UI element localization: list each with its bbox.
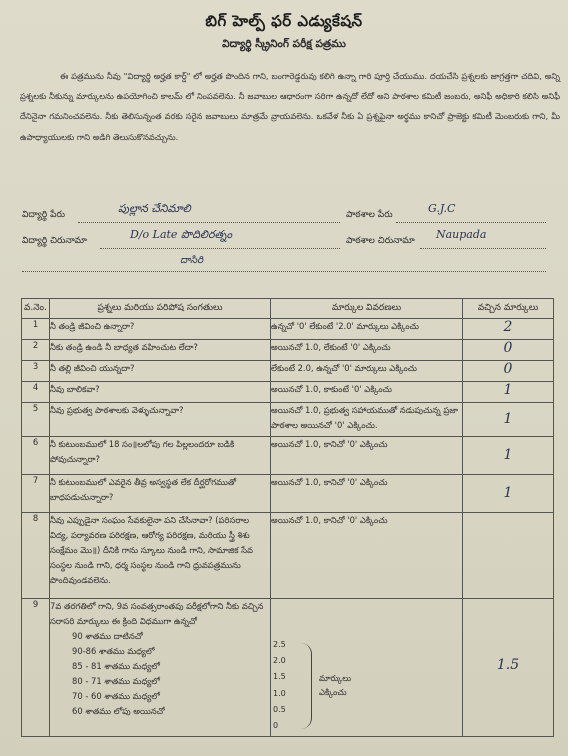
- header-question: ప్రశ్నలు మరియు పరిపోష సంగతులు: [50, 299, 271, 319]
- q9-range-item: 90 శాతము దాటినచో: [72, 631, 143, 641]
- q9-scale-value: 2.5: [273, 640, 286, 649]
- table-row: [22, 340, 554, 361]
- row-score: 1: [503, 447, 513, 463]
- table-header-row: [22, 299, 554, 319]
- page-subtitle: విద్యార్థి స్క్రీనింగ్ పరీక్ష పత్రము: [222, 38, 346, 50]
- row-score: 1.5: [496, 657, 520, 673]
- row-question: నీ కుటుంబములో ఎవరైన తీవ్ర అస్వస్థత లేక దీర్ఘరోగముతో బాధపడుచున్నారా?: [50, 475, 271, 513]
- school-name-label: పాఠశాల పేరు: [346, 210, 393, 220]
- table-row: [22, 361, 554, 382]
- row-score-cell[interactable]: [463, 475, 554, 513]
- row-number: 1: [22, 319, 50, 340]
- q9-range-item: 90-86 శాతము మధ్యలో: [72, 646, 155, 656]
- table-row: [22, 319, 554, 340]
- row-number: 2: [22, 340, 50, 361]
- q9-scale-label-2: ఎక్కించు: [319, 687, 347, 697]
- row-marks-rule: ఉన్నచో '0' లేకుంటే '2.0' మార్కులు ఎక్కించు: [271, 319, 463, 340]
- row-number: 8: [22, 513, 50, 599]
- q9-scale-value: 1.0: [273, 688, 286, 698]
- row-question: నీ కుటుంబములో 18 సం॥లలోపు గల పిల్లలందరూ బడికి పోవుచున్నారా?: [50, 437, 271, 475]
- q9-scale-label: [319, 671, 351, 699]
- q9-range-item: 60 శాతము లోపు అయినచో: [72, 706, 165, 716]
- table-row: [22, 403, 554, 437]
- row-score: 2: [503, 319, 513, 335]
- row-marks-rule: అయినచో 1.0, కాకుంటే '0' ఎక్కించు: [271, 382, 463, 403]
- school-address-line: [420, 248, 546, 249]
- row-score: 0: [503, 340, 513, 356]
- q9-range-item: 70 - 60 శాతము మధ్యలో: [72, 691, 160, 701]
- school-name-line: [396, 222, 546, 223]
- row-score: 0: [503, 361, 513, 377]
- row-marks-rule: [271, 599, 463, 737]
- row-score-cell[interactable]: [463, 340, 554, 361]
- row-marks-rule: అయినచో 1.0, ప్రభుత్వ సహాయముతో నడుపుచున్న ప్రజా పాఠశాల అయినచో '0' ఎక్కించు.: [271, 403, 463, 437]
- row-marks-rule: అయినచో 1.0, కానిచో '0' ఎక్కించు: [271, 475, 463, 513]
- q9-scale: [271, 599, 462, 731]
- student-name-label: విద్యార్థి పేరు: [22, 210, 65, 220]
- header-serial: వ.నెం.: [22, 299, 50, 319]
- header-marks-obtained: వచ్చిన మార్కులు: [463, 299, 554, 319]
- row-marks-rule: లేకుంటే 2.0, ఉన్నచో '0' మార్కులు ఎక్కించు: [271, 361, 463, 382]
- row-question: నీ తండ్రి జీవించి ఉన్నారా?: [50, 319, 271, 340]
- row-question: నీకు తండ్రి ఉండి నీ బాధ్యత వహించుట లేదా?: [50, 340, 271, 361]
- row-score-cell[interactable]: [463, 599, 554, 737]
- row-question: నీవు బాలికవా?: [50, 382, 271, 403]
- curly-brace-icon: [301, 643, 312, 729]
- screening-table: [21, 298, 554, 737]
- row-number: 5: [22, 403, 50, 437]
- row-question: నీవు ప్రభుత్వ పాఠశాలకు వెళ్ళుచున్నావా?: [50, 403, 271, 437]
- q9-scale-value: 1.5: [273, 672, 286, 682]
- table-row: [22, 513, 554, 599]
- intro-paragraph: ఈ పత్రమును నీవు "విద్యార్థి అర్హత కార్డ్" లో అర్హత పొందిన గాని, బంగారెడ్డరువు కలిగి ఉన్నా గారి పూర్తి చేయుము. దయచేసి ప్రశ్నలకు జాగ్రత్తగా చదివి, అన్ని ప్రశ్నలకు నీకున్ను మార్కులను ఉపయోగించి కాలమ్ లో నింపవలెను. నీ జవాబుల ఆధారంగా సరిగా ఉన్నదో లేదో అని పాఠశాల కమిటీ జంబరు, అనిఫీ అధికారి కలిసి అనిఫీ దేనినైనా గమనించవలెను. నీకు తెలిసున్నంత వరకు సరైన జవాబులు మాత్రమే వ్రాయవలెను. ఒకవేళ నీకు ఏ ప్రశ్నపైనా అర్థము కానిచో ప్రాజెక్టు కమిటీ మెంబరుకు గాని, మీ ఉపాధ్యాయులకు గాని అడిగి తెలుసుకొనవచ్చును.: [20, 71, 560, 142]
- row-score: 1: [503, 382, 513, 398]
- row-number: 3: [22, 361, 50, 382]
- table-row: [22, 382, 554, 403]
- row-question: 7వ తరగతిలో గాని, 9వ సంవత్సరాంతపు పరీక్షలోగాని నీకు వచ్చిన సరాసరి మార్కులు ఈ క్రింది విధముగా ఉన్నచో: [50, 601, 264, 626]
- q9-range-item: 85 - 81 శాతము మధ్యలో: [72, 661, 160, 671]
- student-address-line-2: [22, 271, 546, 272]
- row-marks-rule: అయినచో 1.0, లేకుంటే '0' ఎక్కించు: [271, 340, 463, 361]
- page-title: బిగ్ హెల్ప్ ఫర్ ఎడ్యుకేషన్: [205, 12, 363, 30]
- row-question: నీవు ఎప్పుడైనా సంఘం సేవకులైనా పని చేసినావా? (పరిసరాల విద్య, పర్యావరణ పరిరక్షణ, ఆరోగ్య పరిరక్షణ, మరియు స్త్రీ శిశు సంక్షేమం మొ॥) దీనికి గాను స్కూలు నుండి గాని, సామాజిక సేవ సంస్థల నుండి గాని, ధర్మ సంస్థల నుండి గాని ధ్రువపత్రమును పొందివుండవలెను.: [50, 513, 271, 599]
- table-row: [22, 475, 554, 513]
- row-score: 1: [503, 485, 513, 501]
- row-number: 7: [22, 475, 50, 513]
- row-score-cell[interactable]: [463, 403, 554, 437]
- row-number: 4: [22, 382, 50, 403]
- table-row: [22, 599, 554, 737]
- school-name-value[interactable]: G.J.C: [428, 202, 456, 215]
- row-marks-rule: అయినచో 1.0, కానిచో '0' ఎక్కించు: [271, 437, 463, 475]
- table-row: [22, 437, 554, 475]
- row-marks-rule: అయినచో 1.0, కానిచో '0' ఎక్కించు: [271, 513, 463, 599]
- row-score-cell[interactable]: [463, 382, 554, 403]
- student-address-value-2[interactable]: దాసిరి: [180, 255, 204, 266]
- school-address-label: పాఠశాల చిరునామా: [346, 236, 415, 246]
- student-name-line: [78, 222, 340, 223]
- row-score-cell[interactable]: [463, 361, 554, 382]
- q9-range-item: 80 - 71 శాతము మధ్యలో: [72, 676, 160, 686]
- q9-range-list: [72, 629, 270, 719]
- q9-scale-values: [273, 637, 286, 734]
- row-question-block: [50, 599, 271, 737]
- q9-scale-label-1: మార్కులు: [319, 673, 352, 683]
- row-score: 1: [503, 411, 513, 427]
- q9-scale-value: 0: [273, 721, 279, 731]
- q9-scale-value: 2.0: [273, 656, 286, 666]
- q9-scale-value: 0.5: [273, 704, 286, 714]
- row-score-cell[interactable]: [463, 513, 554, 599]
- row-score-cell[interactable]: [463, 319, 554, 340]
- student-address-label: విద్యార్థి చిరునామా: [22, 236, 87, 246]
- row-score-cell[interactable]: [463, 437, 554, 475]
- student-name-value[interactable]: పుల్లాన చేనిమాలి: [118, 202, 191, 215]
- header-marks-description: మార్కుల వివరణలు: [271, 299, 463, 319]
- student-address-line: [100, 248, 340, 249]
- row-number: 9: [22, 599, 50, 737]
- row-question: నీ తల్లి జీవించి యున్నదా?: [50, 361, 271, 382]
- school-address-value[interactable]: Naupada: [436, 228, 487, 241]
- row-number: 6: [22, 437, 50, 475]
- student-address-value[interactable]: D/o Late పొదిలిరత్నం: [130, 228, 233, 241]
